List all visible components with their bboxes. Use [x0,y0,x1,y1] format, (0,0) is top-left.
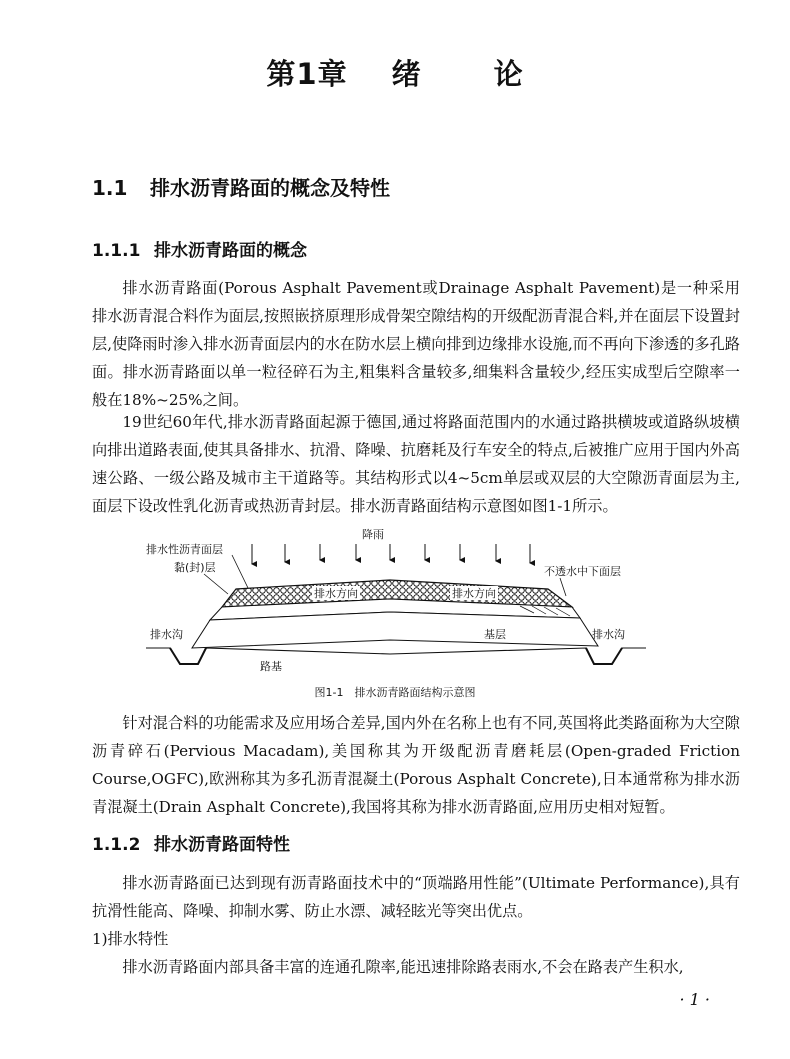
ditch-left-label: 排水沟 [150,628,183,641]
subsection-title-2: 排水沥青路面特性 [154,835,290,855]
seal-layer-label: 黏(封)层 [174,561,216,574]
section-heading [92,172,390,201]
rain-arrows [252,544,530,564]
base-label: 基层 [484,628,506,641]
figure-caption: 图1-1 排水沥青路面结构示意图 [314,686,476,699]
subsection-heading-1 [92,236,307,261]
impermeable-layer-label: 不透水中下面层 [544,565,621,578]
page-number: · 1 · [679,990,710,1009]
pavement-structure-diagram [140,524,650,680]
chapter-title [0,52,790,93]
subgrade-label: 路基 [260,660,282,673]
flow-direction-left: 排水方向 [314,587,358,600]
paragraph-history: 19世纪60年代,排水沥青路面起源于德国,通过将路面范围内的水通过路拱横坡或道路纵坡横向排出道路表面,使其具备排水、抗滑、降噪、抗磨耗及行车安全的特点,后被推广应用于国内外高速公路、一级公路及城市主干道路等。其结构形式以4~5cm单层或双层的大空隙沥青面层为主,面层下设改性乳化沥青或热沥青封层。排水沥青路面结构示意图如图1-1所示。 [92,413,740,515]
ditch-left [170,648,206,664]
paragraph-characteristics: 排水沥青路面已达到现有沥青路面技术中的“顶端路用性能”(Ultimate Performance),具有抗滑性能高、降噪、抑制水雾、防止水漂、减轻眩光等突出优点。 [92,874,740,920]
surface-layer-label: 排水性沥青面层 [146,543,223,556]
paragraph-concept: 排水沥青路面(Porous Asphalt Pavement或Drainage Asphalt Pavement)是一种采用排水沥青混合料作为面层,按照嵌挤原理形成骨架空隙结构的开级配沥青混合料,并在面层下设置封层,使降雨时渗入排水沥青面层内的水在防水层上横向排到边缘排水设施,而不再向下渗透的多孔路面。排水沥青路面以单一粒径碎石为主,粗集料含量较多,细集料含量较少,经压实成型后空隙率一般在18%~25%之间。 [92,279,740,409]
subsection-number-2: 1.1.2 [92,835,141,855]
ditch-right-label: 排水沟 [592,628,625,641]
ground-line [146,648,646,664]
chapter-number: 第1章 [266,57,348,91]
paragraph-drainage: 排水沥青路面内部具备丰富的连通孔隙率,能迅速排除路表雨水,不会在路表产生积水, [122,958,684,976]
ditch-right [586,648,622,664]
subsection-title-1: 排水沥青路面的概念 [154,241,307,261]
subsection-heading-2 [92,830,290,855]
rain-label: 降雨 [362,528,384,541]
flow-direction-right: 排水方向 [452,587,496,600]
chapter-title-char2: 论 [493,57,524,91]
section-title: 排水沥青路面的概念及特性 [150,176,390,200]
list-item-drainage: 1)排水特性 [92,930,169,948]
section-number: 1.1 [92,176,128,200]
paragraph-naming: 针对混合料的功能需求及应用场合差异,国内外在名称上也有不同,英国将此类路面称为大空隙沥青碎石(Pervious Macadam),美国称其为开级配沥青磨耗层(Open-graded Friction Course,OGFC),欧洲称其为多孔沥青混凝土(Porous Asphalt Concrete),日本通常称为排水沥青混凝土(Drain Asphalt Concrete),我国将其称为排水沥青路面,应用历史相对短暂。 [92,714,740,816]
subsection-number-1: 1.1.1 [92,241,141,261]
chapter-title-char1: 绪 [391,57,422,91]
